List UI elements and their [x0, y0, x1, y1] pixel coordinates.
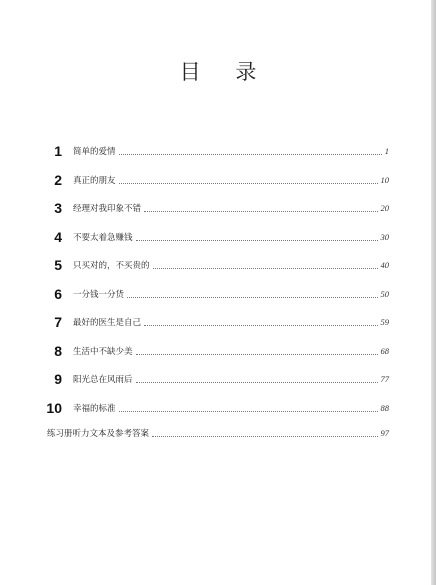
- dot-leader: [119, 182, 378, 184]
- toc-entry-5[interactable]: [0, 254, 436, 276]
- dot-leader: [119, 410, 378, 412]
- toc-entry-title: 练习册听力文本及参考答案: [47, 429, 150, 439]
- dot-leader: [136, 239, 378, 241]
- toc-entry-line: [73, 397, 389, 419]
- toc-entry-page: 97: [380, 428, 389, 438]
- dot-leader: [136, 353, 378, 355]
- toc-entry-page: 59: [380, 317, 389, 327]
- toc-entry-title: 简单的爱情: [73, 147, 116, 157]
- toc-entry-6[interactable]: [0, 283, 436, 305]
- toc-entry-line: [47, 422, 389, 444]
- dot-leader: [136, 381, 378, 383]
- toc-entry-page: 1: [384, 146, 389, 156]
- dot-leader: [127, 296, 377, 298]
- toc-entry-number: 9: [54, 371, 62, 387]
- toc-entry-title: 生活中不缺少美: [73, 346, 133, 357]
- toc-entry-page: 50: [380, 288, 389, 299]
- toc-entry-line: [73, 169, 389, 191]
- toc-entry-title: 最好的医生是自己: [73, 318, 142, 328]
- toc-entry-page: 40: [380, 260, 389, 270]
- toc-entry-line: [73, 254, 389, 276]
- toc-entry-9[interactable]: [0, 368, 436, 390]
- toc-entry-number: 1: [54, 143, 62, 159]
- toc-entry-3[interactable]: [0, 197, 436, 219]
- dot-leader: [144, 210, 377, 212]
- toc-entry-number: 5: [54, 257, 62, 273]
- dot-leader: [119, 153, 382, 155]
- toc-entry-title: 不要太着急赚钱: [73, 232, 133, 243]
- toc-entry-page: 68: [380, 345, 389, 356]
- page-title: 目 录: [179, 60, 271, 84]
- toc-entry-title: 幸福的标准: [73, 403, 116, 414]
- toc-entry-number: 8: [54, 342, 62, 359]
- toc-entry-title: 一分钱一分货: [73, 289, 125, 300]
- toc-entry-line: [73, 140, 389, 162]
- toc-entry-page: 30: [380, 231, 389, 242]
- toc-entry-title: 经理对我印象不错: [73, 204, 142, 214]
- toc-entry-line: [73, 197, 389, 219]
- dot-leader: [144, 324, 377, 326]
- toc-entry-10[interactable]: [0, 397, 436, 419]
- toc-entry-1[interactable]: [0, 140, 436, 162]
- dot-leader: [153, 267, 378, 269]
- toc-entry-line: [73, 340, 389, 362]
- toc-entry-4[interactable]: [0, 226, 436, 248]
- toc-entry-number: 4: [54, 228, 62, 245]
- toc-entry-8[interactable]: [0, 340, 436, 362]
- toc-entry-line: [73, 311, 389, 333]
- toc-entry-7[interactable]: [0, 311, 436, 333]
- toc-entry-number: 2: [54, 171, 62, 188]
- toc-entry-title: 阳光总在风雨后: [73, 375, 133, 385]
- toc-entry-page: 88: [380, 402, 389, 413]
- toc-entry-appendix[interactable]: [0, 422, 436, 444]
- toc-entry-page: 77: [380, 374, 389, 384]
- toc-entry-line: [73, 226, 389, 248]
- toc-entry-page: 20: [380, 203, 389, 213]
- toc-entry-number: 7: [54, 314, 62, 330]
- toc-entry-2[interactable]: [0, 169, 436, 191]
- dot-leader: [152, 435, 377, 437]
- toc-entry-number: 6: [54, 285, 62, 302]
- toc-entry-number: 10: [46, 399, 62, 416]
- toc-entry-number: 3: [54, 200, 62, 216]
- toc-entry-line: [73, 368, 389, 390]
- toc-entry-line: [73, 283, 389, 305]
- toc-entry-title: 只买对的，不买贵的: [73, 261, 150, 271]
- toc-entry-page: 10: [380, 174, 389, 185]
- toc-entry-title: 真正的朋友: [73, 175, 116, 186]
